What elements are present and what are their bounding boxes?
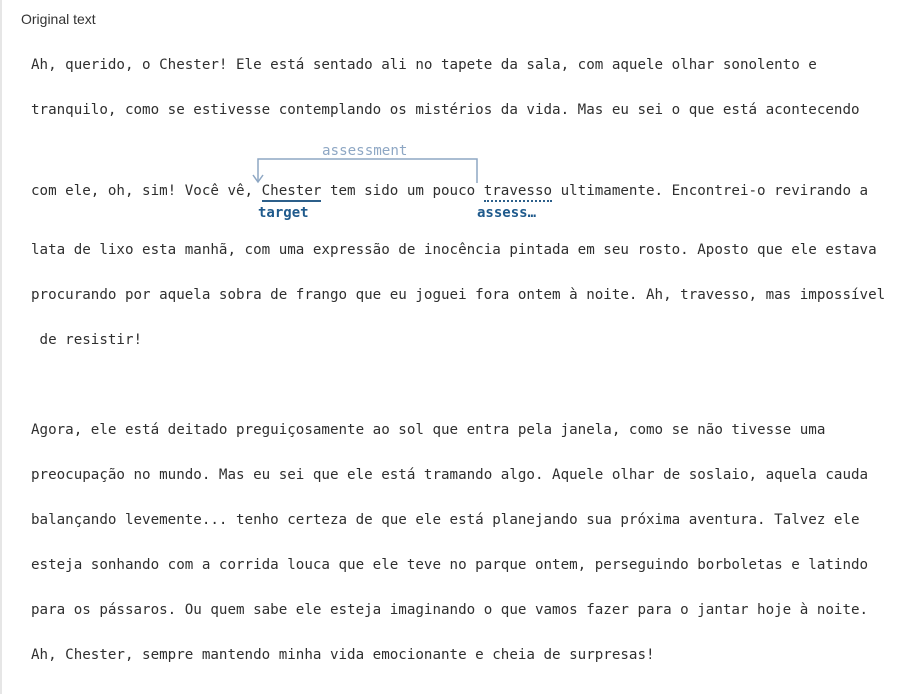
annotated-text-line bbox=[31, 181, 868, 201]
text-line: Ah, Chester, sempre mantendo minha vida emocionante e cheia de surpresas! bbox=[31, 647, 655, 663]
relation-label-assessment[interactable]: assessment bbox=[322, 143, 408, 159]
text-line: procurando por aquela sobra de frango que eu joguei fora ontem à noite. Ah, travesso, mas impossível bbox=[31, 287, 886, 303]
text-line: balançando levemente... tenho certeza de que ele está planejando sua próxima aventura. Talvez ele bbox=[31, 512, 860, 528]
text-line: esteja sonhando com a corrida louca que ele teve no parque ontem, perseguindo borboletas e latindo bbox=[31, 557, 869, 573]
panel-left-border bbox=[0, 0, 2, 694]
text-line: preocupação no mundo. Mas eu sei que ele está tramando algo. Aquele olhar de soslaio, aquela cauda bbox=[31, 467, 869, 483]
panel-title: Original text bbox=[21, 11, 96, 27]
text-line: de resistir! bbox=[31, 332, 143, 348]
text-line: lata de lixo esta manhã, com uma expressão de inocência pintada em seu rosto. Aposto que ele estava bbox=[31, 242, 877, 258]
text-line: para os pássaros. Ou quem sabe ele esteja imaginando o que vamos fazer para o jantar hoje à noite. bbox=[31, 602, 869, 618]
text-line: tranquilo, como se estivesse contemplando os mistérios da vida. Mas eu sei o que está acontecendo bbox=[31, 102, 860, 118]
text-line: Agora, ele está deitado preguiçosamente ao sol que entra pela janela, como se não tivesse uma bbox=[31, 422, 826, 438]
entity-assessment[interactable]: travesso bbox=[484, 183, 552, 202]
entity-label-target[interactable]: target bbox=[258, 205, 309, 221]
entity-target[interactable]: Chester bbox=[262, 183, 322, 202]
entity-label-assessment[interactable]: assess… bbox=[477, 205, 537, 221]
text-line: Ah, querido, o Chester! Ele está sentado ali no tapete da sala, com aquele olhar sonolento e bbox=[31, 57, 817, 73]
text-segment: tem sido um pouco bbox=[321, 183, 484, 199]
text-segment: com ele, oh, sim! Você vê, bbox=[31, 183, 262, 199]
text-segment: ultimamente. Encontrei-o revirando a bbox=[552, 183, 869, 199]
